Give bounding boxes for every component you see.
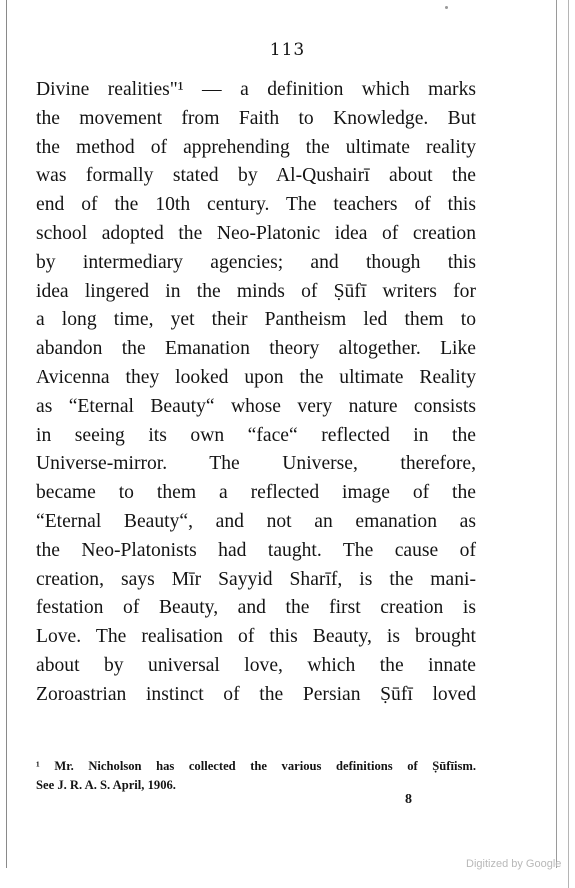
text-line: school adopted the Neo-Platonic idea of creation — [36, 222, 476, 244]
text-line: the movement from Faith to Knowledge. But — [36, 107, 476, 129]
text-line: the Neo-Platonists had taught. The cause of — [36, 539, 476, 561]
text-line: was formally stated by Al-Qushairī about the — [36, 165, 476, 187]
text-line: Avicenna they looked upon the ultimate Reality — [36, 366, 476, 388]
text-line: “Eternal Beauty“, and not an emanation as — [36, 510, 476, 532]
digitized-watermark: Digitized by Google — [466, 858, 562, 870]
signature-mark: 8 — [405, 792, 412, 807]
text-line: as “Eternal Beauty“ whose very nature consists — [36, 395, 476, 417]
text-line: abandon the Emanation theory altogether. Like — [36, 338, 476, 360]
scan-speck — [445, 6, 448, 9]
text-line: by intermediary agencies; and though this — [36, 251, 476, 273]
body-text — [36, 76, 476, 710]
page-edge-right — [556, 0, 557, 868]
text-line: Zoroastrian instinct of the Persian Ṣūfī loved — [36, 683, 476, 705]
text-line: festation of Beauty, and the first creation is — [36, 597, 476, 619]
page-edge-left — [6, 0, 7, 868]
page-edge-outer — [568, 0, 569, 888]
text-line: the method of apprehending the ultimate reality — [36, 136, 476, 158]
footnote-line: See J. R. A. S. April, 1906. — [36, 778, 176, 792]
text-line: end of the 10th century. The teachers of this — [36, 194, 476, 216]
text-line: creation, says Mīr Sayyid Sharīf, is the mani- — [36, 568, 476, 590]
page-number: 113 — [269, 40, 306, 60]
text-line: Divine realities"¹ — a definition which marks — [36, 79, 476, 100]
text-line: Love. The realisation of this Beauty, is brought — [36, 626, 476, 648]
text-line: in seeing its own “face“ reflected in the — [36, 424, 476, 446]
text-line: a long time, yet their Pantheism led them to — [36, 309, 476, 331]
text-line: Universe-mirror. The Universe, therefore, — [36, 453, 476, 475]
footnote-line: ¹ Mr. Nicholson has collected the various definitions of Ṣūfīism. — [36, 759, 476, 773]
text-line: about by universal love, which the innate — [36, 654, 476, 676]
footnote — [36, 757, 476, 795]
text-line: idea lingered in the minds of Ṣūfī writers for — [36, 280, 476, 302]
text-line: became to them a reflected image of the — [36, 482, 476, 504]
